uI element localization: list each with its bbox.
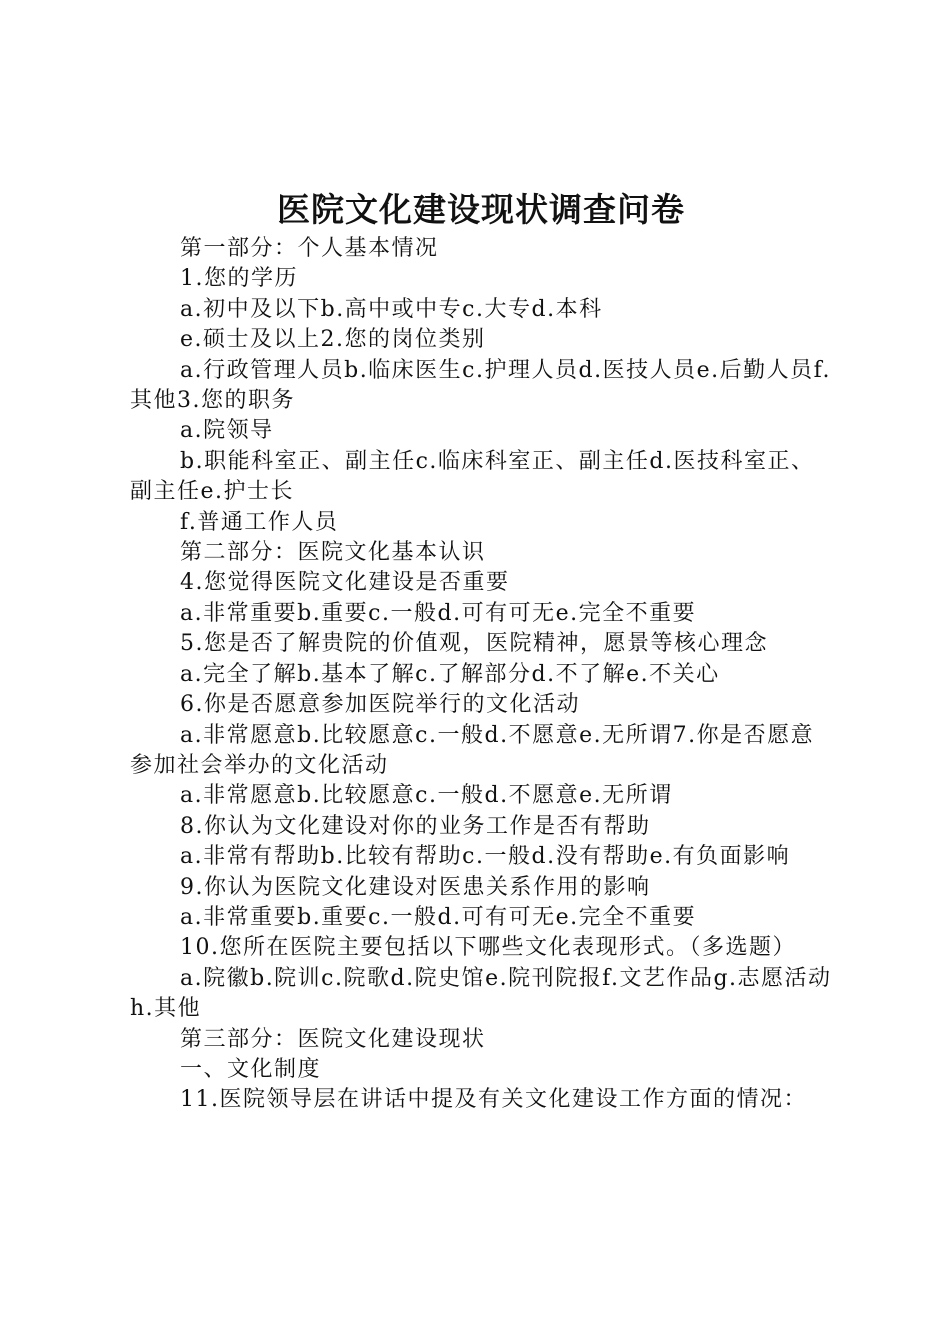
paragraph: a.非常愿意b.比较愿意c.一般d.不愿意e.无所谓 xyxy=(180,783,673,809)
document-body xyxy=(130,234,832,1116)
paragraph: 10.您所在医院主要包括以下哪些文化表现形式。（多选题） xyxy=(180,935,796,961)
paragraph: 1.您的学历 xyxy=(180,266,298,292)
paragraph: a.非常重要b.重要c.一般d.可有可无e.完全不重要 xyxy=(180,904,697,930)
paragraph: 8.你认为文化建设对你的业务工作是否有帮助 xyxy=(180,813,651,839)
paragraph: 第三部分：医院文化建设现状 xyxy=(180,1026,486,1052)
paragraph: f.普通工作人员 xyxy=(180,509,339,535)
paragraph: 6.你是否愿意参加医院举行的文化活动 xyxy=(180,692,580,718)
paragraph: a.完全了解b.基本了解c.了解部分d.不了解e.不关心 xyxy=(180,661,720,687)
paragraph: a.非常重要b.重要c.一般d.可有可无e.完全不重要 xyxy=(180,600,697,626)
paragraph: 第二部分：医院文化基本认识 xyxy=(180,540,486,566)
paragraph: a.院徽b.院训c.院歌d.院史馆e.院刊院报f.文艺作品g.志愿活动h.其他 xyxy=(130,965,832,1022)
paragraph: a.非常愿意b.比较愿意c.一般d.不愿意e.无所谓7.你是否愿意参加社会举办的文化活动 xyxy=(130,722,815,778)
paragraph: a.行政管理人员b.临床医生c.护理人员d.医技人员e.后勤人员f.其他3.您的职务 xyxy=(130,357,831,414)
paragraph: 11.医院领导层在讲话中提及有关文化建设工作方面的情况： xyxy=(180,1087,807,1113)
paragraph: 5.您是否了解贵院的价值观，医院精神，愿景等核心理念 xyxy=(180,631,768,657)
paragraph: e.硕士及以上2.您的岗位类别 xyxy=(180,327,486,353)
paragraph: 9.你认为医院文化建设对医患关系作用的影响 xyxy=(180,874,651,900)
paragraph: b.职能科室正、副主任c.临床科室正、副主任d.医技科室正、副主任e.护士长 xyxy=(130,448,815,505)
document-title: 医院文化建设现状调查问卷 xyxy=(277,190,685,229)
paragraph: 一、文化制度 xyxy=(180,1056,322,1082)
paragraph: a.初中及以下b.高中或中专c.大专d.本科 xyxy=(180,296,603,322)
paragraph: a.院领导 xyxy=(180,418,274,444)
paragraph: 第一部分：个人基本情况 xyxy=(180,236,439,261)
paragraph: 4.您觉得医院文化建设是否重要 xyxy=(180,570,510,596)
paragraph: a.非常有帮助b.比较有帮助c.一般d.没有帮助e.有负面影响 xyxy=(180,844,791,870)
